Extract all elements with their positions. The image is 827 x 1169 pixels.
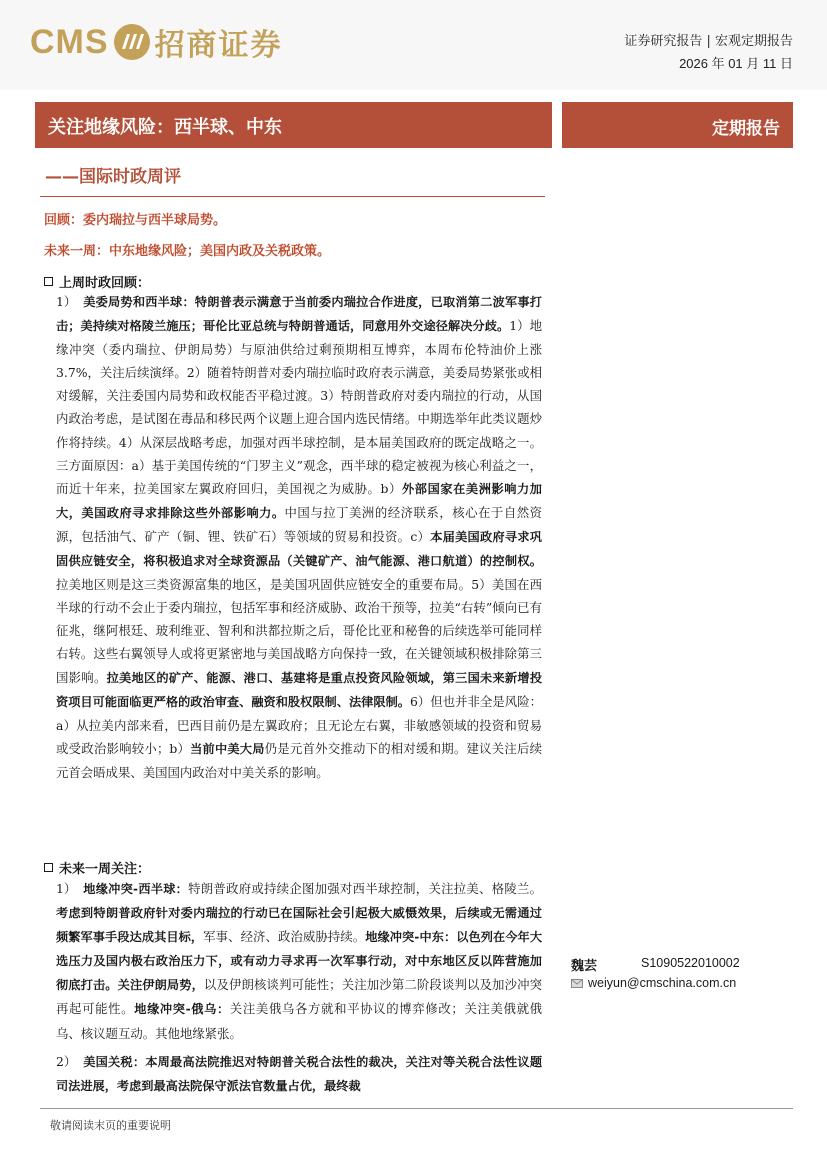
analyst-name: 魏芸 — [571, 959, 598, 974]
mail-icon — [571, 979, 583, 988]
divider — [40, 196, 545, 197]
section-paragraph — [56, 1050, 542, 1098]
body-text: 以及伊朗核谈判可能性；关注加沙第二阶段谈判以及加沙冲突再起可能性。 — [56, 977, 543, 1017]
item-index: 2） — [56, 1054, 77, 1069]
body-text: 拉美地区则是这三类资源富集的地区，是美国巩固供应链安全的重要布局。5）美国在西半球的行动不会止于委内瑞拉，包括军事和经济威胁、政治干预等，拉美“右转”倾向已有征兆，继阿根廷、玻利维亚、智利和洪都拉斯之后，哥伦比亚和秘鲁的后续选举可能同样右转。这些右翼领导人或将更紧密地与美国战略方向保持一致，在关键领域积极排除第三国影响。 — [56, 577, 542, 685]
analyst-license-id: S1090522010002 — [641, 956, 740, 970]
bold-text: 地缘冲突-俄乌： — [134, 1002, 230, 1017]
report-title: 关注地缘风险：西半球、中东 — [48, 117, 282, 138]
summary-outlook: 未来一周：中东地缘风险；美国内政及关税政策。 — [44, 244, 331, 259]
section-paragraph — [56, 290, 542, 784]
bold-text: 当前中美大局 — [190, 741, 265, 756]
side-label: 定期报告 — [712, 119, 780, 139]
bold-text: 考虑到特朗普政府针对委内瑞拉的行动已在国际社会引起极大威慑效果，后续或无需通过频繁军事手段达成其目标， — [56, 906, 542, 945]
body-text: 特朗普政府或持续企图加强对西半球控制，关注拉美、格陵兰。 — [188, 881, 543, 896]
body-text: 6）但也并非全是风险：a）从拉美内部来看，巴西目前仍是左翼政府；且无论左右翼，非敏感领域的投资和贸易或受政治影响较小；b） — [56, 693, 543, 756]
report-date: 2026 年 01 月 11 日 — [679, 56, 793, 71]
item-index: 1） — [56, 881, 77, 896]
report-subtitle: ——国际时政周评 — [45, 167, 181, 187]
logo-chinese-text: 招商证券 — [154, 28, 283, 63]
item-index: 1） — [56, 294, 77, 309]
footer-divider — [40, 1108, 793, 1109]
square-bullet-icon — [44, 277, 53, 286]
bold-text: 外部国家在美洲影响力加大，美国政府寻求排除这些外部影响力。 — [56, 481, 542, 520]
bold-text: 拉美地区的矿产、能源、港口、基建将是重点投资风险领域，第三国未来新增投资项目可能面临更严格的政治审查、融资和股权限制、法律限制。 — [56, 670, 543, 709]
body-text: 军事、经济、政治威胁持续。 — [203, 929, 366, 945]
section-heading-text: 未来一周关注： — [59, 862, 151, 877]
body-text: 仍是元首外交推动下的相对缓和期。建议关注后续元首会晤成果、美国国内政治对中美关系的影响。 — [56, 740, 543, 780]
bold-text: 地缘冲突-西半球： — [83, 882, 189, 896]
logo-mark-icon — [113, 23, 151, 61]
body-text: 1）地缘冲突（委内瑞拉、伊朗局势）与原油供给过剩预期相互博弈，本周布伦特油价上涨 3.7%，关注后续演绎。2）随着特朗普对委内瑞拉临时政府表示满意，美委局势紧张或相对缓解，关注委国内局势和政权能否平稳过渡。3）特朗普政府对委内瑞拉的行动，从国内政治考虑，是试图在毒品和移民两个议题上迎合国内选民情绪。中期选举年此类议题炒作将持续。4）从深层战略考虑，加强对西半球控制，是本届美国政府的既定战略之一。三方面原因：a）基于美国传统的“门罗主义”观念，西半球的稳定被视为核心利益之一，而近十年来，拉美国家左翼政府回归，美国视之为威胁。b） — [56, 318, 543, 496]
body-text: 中国与拉丁美洲的经济联系，核心在于自然资源，包括油气、矿产（铜、锂、铁矿石）等领域的贸易和投资。c） — [56, 504, 543, 544]
analyst-email-row — [571, 976, 736, 990]
bold-text: 美国关税： — [83, 1055, 146, 1069]
square-bullet-icon — [44, 863, 53, 872]
logo-cms-text: CMS — [30, 22, 109, 61]
company-logo — [30, 20, 283, 64]
section-heading-review — [44, 272, 150, 291]
section-heading-text: 上周时政回顾： — [59, 276, 151, 291]
report-type: 证券研究报告 | 宏观定期报告 — [624, 34, 793, 49]
section-paragraph — [56, 877, 542, 1045]
analyst-email[interactable]: weiyun@cmschina.com.cn — [588, 976, 737, 990]
bold-text: 本周最高法院推迟对特朗普关税合法性的裁决，关注对等关税合法性议题司法进展，考虑到最高法院保守派法官数量占优，最终裁 — [56, 1055, 543, 1094]
section-heading-outlook — [44, 858, 150, 877]
bold-text: 本届美国政府寻求巩固供应链安全，将积极追求对全球资源品（关键矿产、油气能源、港口航道）的控制权。 — [56, 529, 542, 569]
footer-notice: 敬请阅读末页的重要说明 — [50, 1119, 171, 1132]
summary-review: 回顾：委内瑞拉与西半球局势。 — [44, 213, 227, 228]
bold-text: 美委局势和西半球：特朗普表示满意于当前委内瑞拉合作进度，已取消第二波军事打击；美持续对格陵兰施压；哥伦比亚总统与特朗普通话，同意用外交途径解决分歧。 — [56, 295, 542, 334]
body-text: 关注美俄乌各方就和平协议的博弈修改；关注美俄就俄乌、核议题互动。其他地缘紧张。 — [56, 1001, 543, 1041]
bold-text: 地缘冲突-中东：以色列在今年大选压力及国内极右政治压力下，或有动力寻求再一次军事行动，对中东地区反以阵营施加彻底打击。关注伊朗局势， — [56, 930, 543, 993]
